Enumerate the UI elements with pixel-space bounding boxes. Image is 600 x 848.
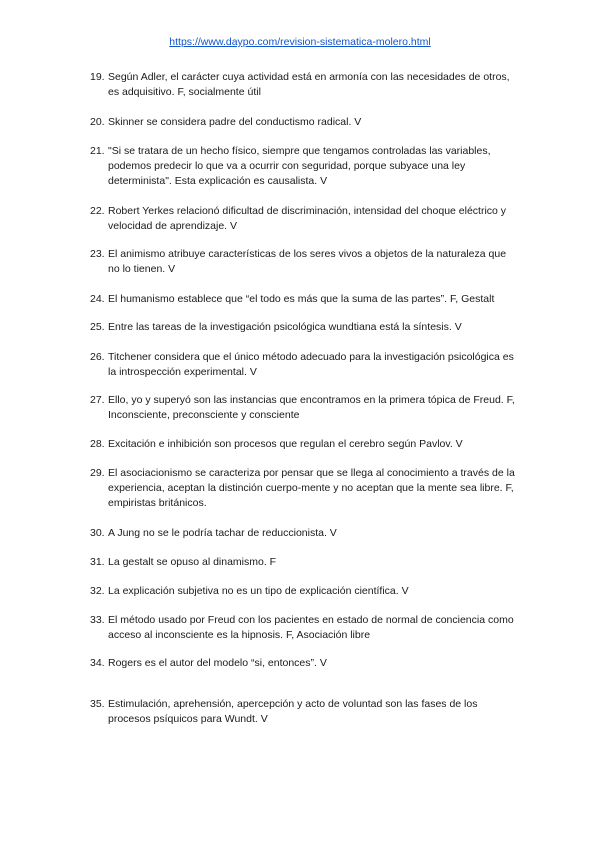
item-number: 26.	[90, 351, 105, 363]
list-item	[90, 584, 515, 599]
list-item	[90, 697, 515, 727]
item-number: 23.	[90, 248, 105, 260]
list-item	[90, 526, 515, 541]
item-text: Rogers es el autor del modelo “si, entonces”. V	[108, 657, 327, 669]
item-number: 31.	[90, 556, 105, 568]
item-text: Robert Yerkes relacionó dificultad de discriminación, intensidad del choque eléctrico y velocidad de aprendizaje. V	[108, 205, 507, 232]
item-number: 19.	[90, 71, 105, 83]
list-item	[90, 144, 515, 189]
list-item	[90, 437, 515, 452]
item-text: Titchener considera que el único método adecuado para la investigación psicológica es la introspección experimental. V	[108, 351, 514, 378]
item-text: A Jung no se le podría tachar de reduccionista. V	[108, 527, 337, 539]
item-number: 28.	[90, 438, 105, 450]
list-item	[90, 292, 515, 307]
item-number: 24.	[90, 293, 105, 305]
item-text: El animismo atribuye características de los seres vivos a objetos de la naturaleza que no lo tienen. V	[108, 248, 507, 275]
item-number: 34.	[90, 657, 105, 669]
item-text: Excitación e inhibición son procesos que regulan el cerebro según Pavlov. V	[108, 438, 463, 450]
item-number: 32.	[90, 585, 105, 597]
item-text: La explicación subjetiva no es un tipo de explicación científica. V	[108, 585, 409, 597]
list-item	[90, 656, 515, 671]
list-item	[90, 350, 515, 380]
item-text: El método usado por Freud con los pacientes en estado de normal de conciencia como acceso al inconsciente es la hipnosis. F, Asociación libre	[108, 614, 514, 641]
item-number: 33.	[90, 614, 105, 626]
item-text: "Si se tratara de un hecho físico, siempre que tengamos controladas las variables, podemos predecir lo que va a ocurrir con seguridad, porque subyace una ley determinista". Esta explicación es causalista. V	[108, 145, 491, 187]
item-text: Según Adler, el carácter cuya actividad está en armonía con las necesidades de otros, es adquisitivo. F, socialmente útil	[108, 71, 510, 98]
item-text: Skinner se considera padre del conductismo radical. V	[108, 116, 362, 128]
item-number: 25.	[90, 321, 105, 333]
list-item	[90, 247, 515, 277]
list-item	[90, 393, 515, 423]
item-text: Estimulación, aprehensión, apercepción y acto de voluntad son las fases de los procesos psíquicos para Wundt. V	[108, 698, 478, 725]
list-item	[90, 320, 515, 335]
item-number: 29.	[90, 467, 105, 479]
item-text: Entre las tareas de la investigación psicológica wundtiana está la síntesis. V	[108, 321, 462, 333]
item-number: 27.	[90, 394, 105, 406]
list-item	[90, 555, 515, 570]
list-item	[90, 466, 515, 511]
item-text: La gestalt se opuso al dinamismo. F	[108, 556, 277, 568]
item-text: Ello, yo y superyó son las instancias que encontramos en la primera tópica de Freud. F, Inconsciente, preconsciente y consciente	[108, 394, 515, 421]
source-url-link[interactable]: https://www.daypo.com/revision-sistematica-molero.html	[169, 36, 431, 48]
item-text: El humanismo establece que “el todo es más que la suma de las partes”. F, Gestalt	[108, 293, 495, 305]
item-text: El asociacionismo se caracteriza por pensar que se llega al conocimiento a través de la experiencia, aceptan la distinción cuerpo-mente y no aceptan que la mente sea libre. F, empiristas británicos.	[108, 467, 515, 509]
list-item	[90, 70, 515, 100]
list-item	[90, 115, 515, 130]
item-number: 30.	[90, 527, 105, 539]
item-number: 21.	[90, 145, 105, 157]
item-number: 35.	[90, 698, 105, 710]
item-number: 22.	[90, 205, 105, 217]
list-item	[90, 204, 515, 234]
list-item	[90, 613, 515, 643]
item-number: 20.	[90, 116, 105, 128]
